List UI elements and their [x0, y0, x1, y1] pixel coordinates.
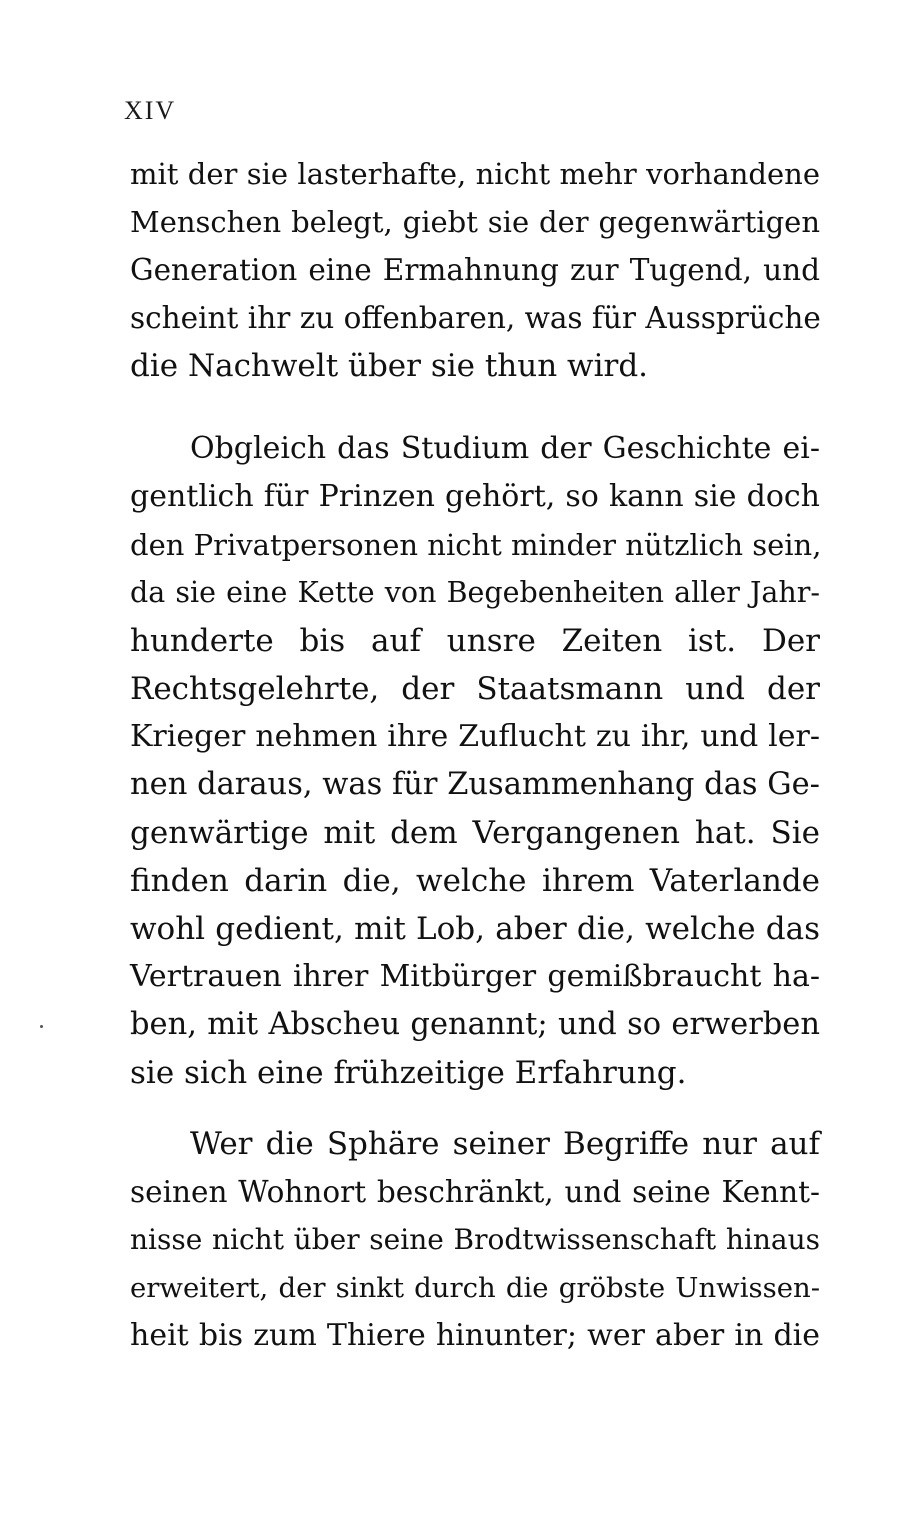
text-line: mit der sie lasterhafte, nicht mehr vorhandene: [130, 157, 820, 191]
text-line: Wer die Sphäre seiner Begriffe nur auf: [190, 1126, 820, 1162]
text-line: da sie eine Kette von Begebenheiten aller Jahr-: [130, 576, 820, 609]
text-line: ben, mit Abscheu genannt; und so erwerben: [130, 1007, 820, 1042]
text-line: Krieger nehmen ihre Zuflucht zu ihr, und ler-: [130, 719, 820, 754]
text-line: heit bis zum Thiere hinunter; wer aber in die: [130, 1318, 820, 1353]
paragraph-1: [130, 150, 820, 390]
text-line: sie sich eine frühzeitige Erfahrung.: [130, 1055, 687, 1091]
text-line: Vertrauen ihrer Mitbürger gemißbraucht ha-: [130, 959, 820, 994]
text-line: seinen Wohnort beschränkt, und seine Kennt-: [130, 1175, 820, 1209]
paper-speck: [40, 1025, 43, 1028]
text-line: scheint ihr zu offenbaren, was für Aussprüche: [130, 301, 821, 335]
text-line: hunderte bis auf unsre Zeiten ist. Der: [130, 623, 820, 659]
text-line: gentlich für Prinzen gehört, so kann sie doch: [130, 479, 820, 514]
text-line: Rechtsgelehrte, der Staatsmann und der: [130, 671, 820, 707]
text-line: Generation eine Ermahnung zur Tugend, und: [130, 253, 820, 287]
text-line: die Nachwelt über sie thun wird.: [130, 348, 649, 384]
page-number: XIV: [124, 96, 177, 125]
text-line: finden darin die, welche ihrem Vaterlande: [130, 863, 820, 899]
text-line: nisse nicht über seine Brodtwissenschaft hinaus: [130, 1223, 820, 1256]
text-line: den Privatpersonen nicht minder nützlich sein,: [130, 528, 822, 562]
text-line: erweitert, der sinkt durch die gröbste Unwissen-: [130, 1272, 820, 1304]
text-line: Obgleich das Studium der Geschichte ei-: [190, 431, 820, 466]
text-line: genwärtige mit dem Vergangenen hat. Sie: [130, 815, 820, 851]
paragraph-2: [130, 425, 820, 1097]
text-line: wohl gedient, mit Lob, aber die, welche das: [130, 911, 820, 947]
paragraph-3: [130, 1120, 820, 1360]
text-line: nen daraus, was für Zusammenhang das Ge-: [130, 767, 820, 802]
text-line: Menschen belegt, giebt sie der gegenwärtigen: [130, 205, 820, 239]
